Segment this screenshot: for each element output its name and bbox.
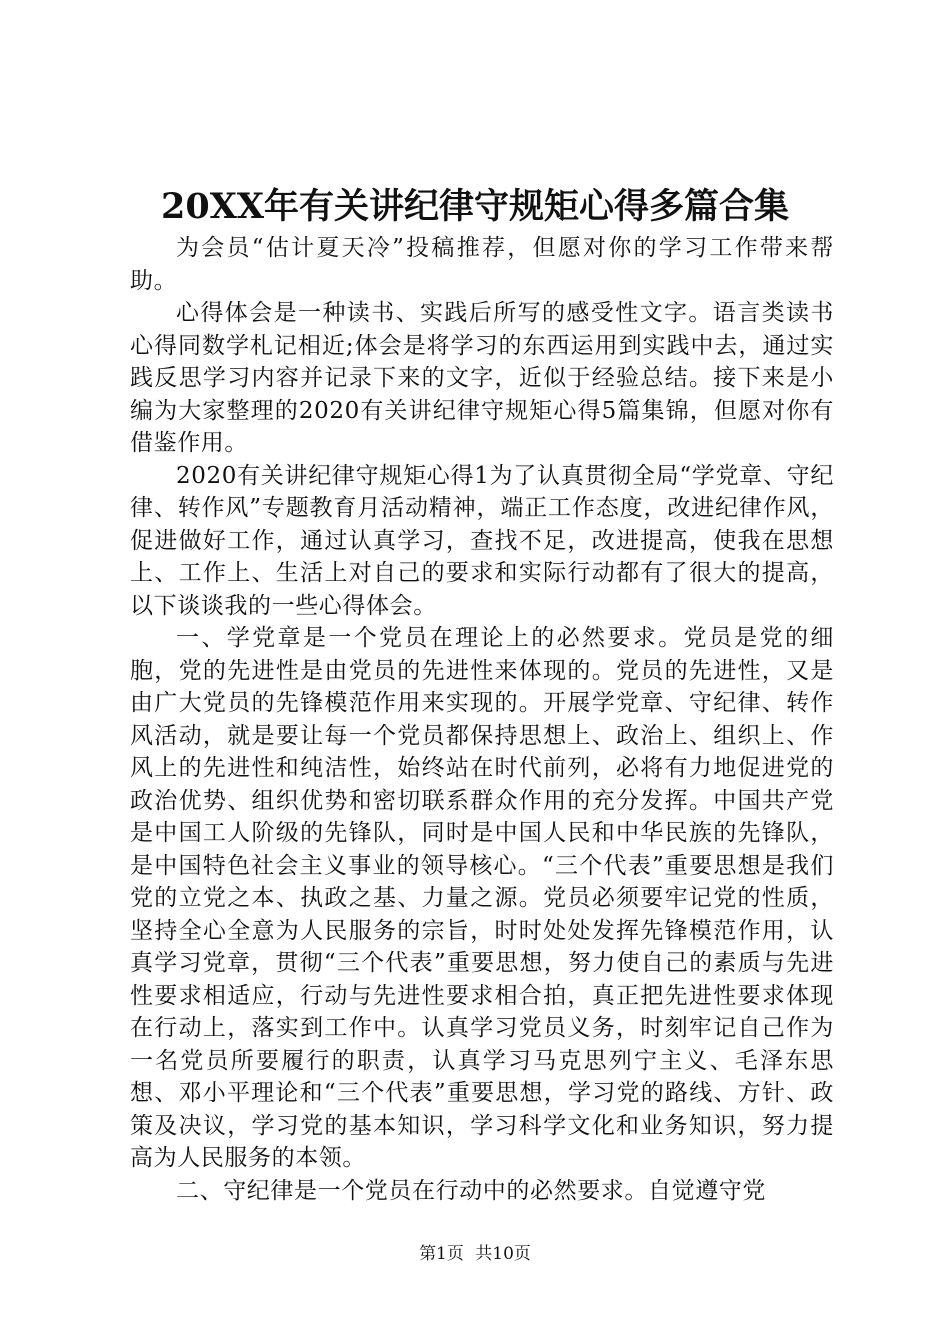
document-title: 20XX年有关讲纪律守规矩心得多篇合集 [160,186,790,227]
paragraph-intro: 为会员“估计夏天冷”投稿推荐，但愿对你的学习工作带来帮助。 [130,235,834,294]
document-body [130,232,834,1207]
paragraph-definition: 心得体会是一种读书、实践后所写的感受性文字。语言类读书心得同数学札记相近;体会是将学习的东西运用到实践中去，通过实践反思学习内容并记录下来的文字，近似于经验总结。接下来是小编为大家整理的2020有关讲纪律守规矩心得5篇集锦，但愿对你有借鉴作用。 [130,300,834,456]
page-footer [0,1242,950,1266]
paragraph-section-1: 一、学党章是一个党员在理论上的必然要求。党员是党的细胞，党的先进性是由党员的先进性来体现的。党员的先进性，又是由广大党员的先锋模范作用来实现的。开展学党章、守纪律、转作风活动，就是要让每一个党员都保持思想上、政治上、组织上、作风上的先进性和纯洁性，始终站在时代前列，必将有力地促进党的政治优势、组织优势和密切联系群众作用的充分发挥。中国共产党是中国工人阶级的先锋队，同时是中国人民和中华民族的先锋队，是中国特色社会主义事业的领导核心。“三个代表”重要思想是我们党的立党之本、执政之基、力量之源。党员必须要牢记党的性质，坚持全心全意为人民服务的宗旨，时时处处发挥先锋模范作用，认真学习党章，贯彻“三个代表”重要思想，努力使自己的素质与先进性要求相适应，行动与先进性要求相合拍，真正把先进性要求体现在行动上，落实到工作中。认真学习党员义务，时刻牢记自己作为一名党员所要履行的职责，认真学习马克思列宁主义、毛泽东思想、邓小平理论和“三个代表”重要思想，学习党的路线、方针、政策及决议，学习党的基本知识，学习科学文化和业务知识，努力提高为人民服务的本领。 [130,625,834,1171]
page-number: 第1页 [419,1244,464,1264]
page-total: 共10页 [475,1244,531,1264]
paragraph-section-2: 二、守纪律是一个党员在行动中的必然要求。自觉遵守党 [176,1177,766,1204]
paragraph-essay-1-intro: 2020有关讲纪律守规矩心得1为了认真贯彻全局“学党章、守纪律、转作风”专题教育月活动精神，端正工作态度，改进纪律作风，促进做好工作，通过认真学习，查找不足，改进提高，使我在思想上、工作上、生活上对自己的要求和实际行动都有了很大的提高，以下谈谈我的一些心得体会。 [130,462,834,619]
